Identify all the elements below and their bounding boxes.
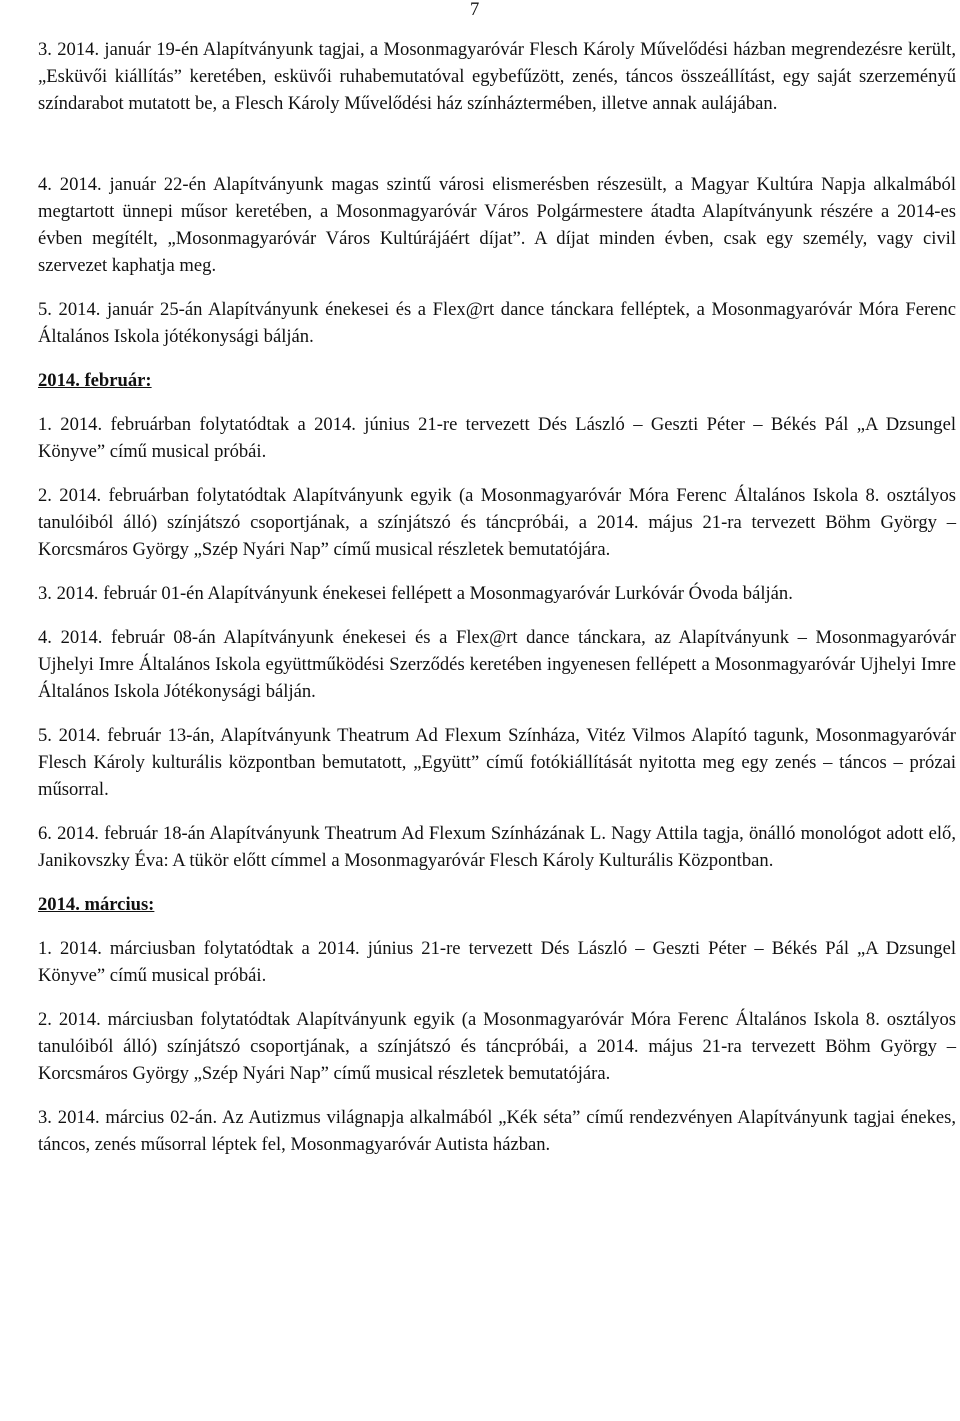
paragraph-mar-3: 3. 2014. március 02-án. Az Autizmus világnapja alkalmából „Kék séta” című rendezvényen Alapítványunk tagjai énekes, táncos, zenés műsorral léptek fel, Mosonmagyaróvár Autista házban. <box>38 1107 956 1155</box>
section-heading-march: 2014. március: <box>38 894 155 915</box>
paragraph-feb-3: 3. 2014. február 01-én Alapítványunk énekesei fellépett a Mosonmagyaróvár Lurkóvár Óvoda bálján. <box>38 583 793 604</box>
paragraph-jan-5: 5. 2014. január 25-án Alapítványunk énekesei és a Flex@rt dance tánckara felléptek, a Mosonmagyaróvár Móra Ferenc Általános Iskola jótékonysági bálján. <box>38 299 956 347</box>
paragraph-feb-1: 1. 2014. februárban folytatódtak a 2014. június 21-re tervezett Dés László – Geszti Péter – Békés Pál „A Dzsungel Könyve” című musical próbái. <box>38 414 956 462</box>
document-body <box>38 36 956 1158</box>
paragraph-feb-5: 5. 2014. február 13-án, Alapítványunk Theatrum Ad Flexum Színháza, Vitéz Vilmos Alapító tagunk, Mosonmagyaróvár Flesch Károly kulturális központban bemutatott, „Együtt” című fotókiállítását nyitotta meg egy zenés – táncos – prózai műsorral. <box>38 725 956 800</box>
paragraph-jan-4: 4. 2014. január 22-én Alapítványunk magas szintű városi elismerésben részesült, a Magyar Kultúra Napja alkalmából megtartott ünnepi műsor keretében, a Mosonmagyaróvár Város Polgármestere átadta Alapítványunk részére a 2014-es évben megítélt, „Mosonmagyaróvár Város Kultúrájáért díjat”. A díjat minden évben, csak egy személy, vagy civil szervezet kaphatja meg. <box>38 174 956 276</box>
paragraph-feb-6: 6. 2014. február 18-án Alapítványunk Theatrum Ad Flexum Színházának L. Nagy Attila tagja, önálló monológot adott elő, Janikovszky Éva: A tükör előtt címmel a Mosonmagyaróvár Flesch Károly Kulturális Központban. <box>38 823 956 871</box>
paragraph-mar-2: 2. 2014. márciusban folytatódtak Alapítványunk egyik (a Mosonmagyaróvár Móra Ferenc Általános Iskola 8. osztályos tanulóiból álló) színjátszó csoportjának, a színjátszó és táncpróbái, a 2014. május 21-ra tervezett Böhm György – Korcsmáros György „Szép Nyári Nap” című musical részletek bemutatójára. <box>38 1009 956 1084</box>
paragraph-jan-3: 3. 2014. január 19-én Alapítványunk tagjai, a Mosonmagyaróvár Flesch Károly Művelődési házban megrendezésre került, „Esküvői kiállítás” keretében, esküvői ruhabemutatóval egybefűzött, zenés, táncos összeállítást, egy saját szerzeményű színdarabot mutatott be, a Flesch Károly Művelődési ház színháztermében, illetve annak aulájában. <box>38 39 956 114</box>
section-heading-february: 2014. február: <box>38 370 152 391</box>
paragraph-mar-1: 1. 2014. márciusban folytatódtak a 2014. június 21-re tervezett Dés László – Geszti Péter – Békés Pál „A Dzsungel Könyve” című musical próbái. <box>38 938 956 986</box>
paragraph-feb-2: 2. 2014. februárban folytatódtak Alapítványunk egyik (a Mosonmagyaróvár Móra Ferenc Általános Iskola 8. osztályos tanulóiból álló) színjátszó csoportjának, a színjátszó és táncpróbái, a 2014. május 21-ra tervezett Böhm György – Korcsmáros György „Szép Nyári Nap” című musical részletek bemutatójára. <box>38 485 956 560</box>
paragraph-feb-4: 4. 2014. február 08-án Alapítványunk énekesei és a Flex@rt dance tánckara, az Alapítványunk – Mosonmagyaróvár Ujhelyi Imre Általános Iskola együttműködési Szerződés keretében ingyenesen fellépett a Mosonmagyaróvár Ujhelyi Imre Általános Iskola Jótékonysági bálján. <box>38 627 956 702</box>
page-number: 7 <box>470 0 480 20</box>
